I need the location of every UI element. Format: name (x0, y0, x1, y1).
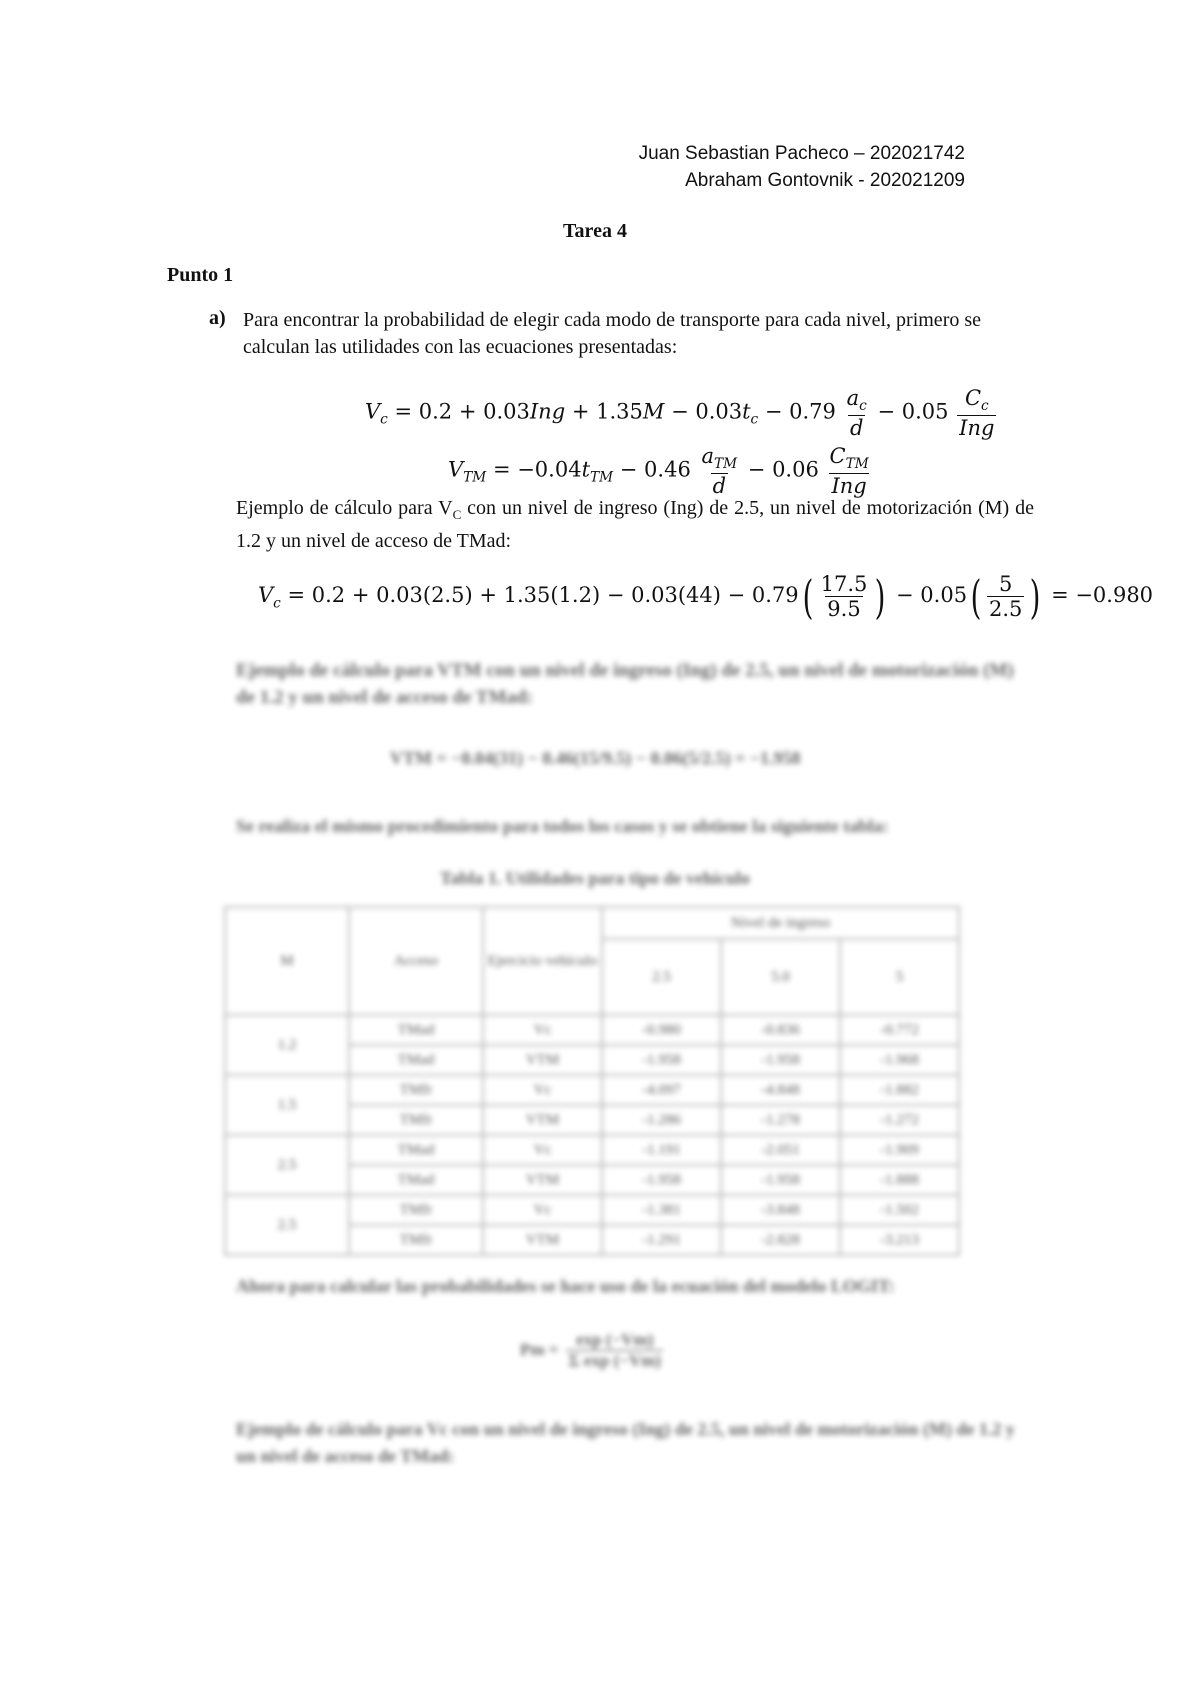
th-level-1: 2.5 (602, 939, 721, 1015)
blurred-paragraph-3: Ahora para calcular las probabilidades se hace uso de la ecuación del modelo LOGIT: (236, 1276, 895, 1296)
item-a-text: Para encontrar la probabilidad de elegir cada modo de transporte para cada nivel, primero se calculan las utilidades con las ecuaciones presentadas: (243, 309, 982, 358)
th-ejercicio: Ejercicio vehículo (483, 907, 602, 1015)
table-caption: Tabla 1. Utilidades para tipo de vehículo (440, 868, 750, 888)
table-row: TMad VTM -1.958 -1.958 -1.888 (225, 1165, 959, 1195)
eq-vc-lhs: V (365, 399, 381, 424)
th-level-2: 5.0 (721, 939, 840, 1015)
blurred-equation-1: VTM = −0.04(31) − 0.46(15/9.5) − 0.06(5/2.5) = −1.958 (390, 748, 801, 768)
eq-vtm-frac-cost: $\frac{C_{TM}}{\text{Ing}}$ (829, 444, 869, 498)
utilities-table (224, 906, 960, 1256)
blurred-paragraph-1: Ejemplo de cálculo para VTM con un nivel de ingreso (Ing) de 2.5, un nivel de motorización (M) de 1.2 y un nivel de acceso de TMad: (236, 660, 1014, 708)
th-level-3: 5 (840, 939, 959, 1015)
eq-vtm-frac-access: $\frac{a_{TM}}{d}$ (701, 444, 738, 498)
example-frac-1: $\frac{17.5}{9.5}$ (820, 572, 868, 622)
equation-vc: $V_c = 0.2 + 0.03Ing + 1.35M - 0.03t_c - 0.79$ $\frac{a_c}{d}$ − 0.05 $\frac{C_c}{\text{Ing}}$ (365, 386, 995, 440)
item-a-marker: a) (209, 307, 226, 329)
th-nivel: Nivel de ingreso (602, 907, 959, 939)
table-row: 2.5 TMfr Vc -1.381 -3.848 -1.502 (225, 1195, 959, 1225)
example-paragraph: Ejemplo de cálculo para $V_C$ con un nivel de ingreso (Ing) de 2.5, un nivel de motorización (M) de 1.2 y un nivel de acceso de TMad: (236, 497, 1034, 552)
author-header (639, 140, 965, 194)
th-m: M (225, 907, 349, 1015)
table-row: TMfr VTM -1.291 -2.828 -3.213 (225, 1225, 959, 1255)
eq-vc-frac-access: $\frac{a_c}{d}$ (846, 386, 867, 440)
equation-vtm: $V_{TM} = -0.04t_{TM} - 0.46$ $\frac{a_{TM}}{d}$ − 0.06 $\frac{C_{TM}}{\text{Ing}}$ (448, 444, 869, 498)
table-row: 1.5 TMfr Vc -4.097 -4.848 -1.882 (225, 1075, 959, 1105)
author-line-2: Abraham Gontovnik - 202021209 (685, 170, 965, 191)
table-row: TMad VTM -1.958 -1.958 -1.968 (225, 1045, 959, 1075)
blurred-paragraph-2: Se realiza el mismo procedimiento para todos los casos y se obtiene la siguiente tabla: (236, 816, 889, 836)
table-row: TMfr VTM -1.286 -1.278 -1.272 (225, 1105, 959, 1135)
blurred-paragraph-4: Ejemplo de cálculo para Vc con un nivel de ingreso (Ing) de 2.5, un nivel de motorización (M) de 1.2 y un nivel de acceso de TMad: (236, 1419, 1015, 1466)
page-title: Tarea 4 (563, 220, 627, 242)
example-frac-2: $\frac{5}{2.5}$ (989, 572, 1023, 622)
section-heading: Punto 1 (167, 264, 234, 286)
th-acceso: Acceso (349, 907, 483, 1015)
eq-vc-frac-cost: $\frac{C_c}{\text{Ing}}$ (959, 386, 995, 440)
logit-equation: Pm = $\frac{\exp (-Vm)}{\text{Σ exp (−Vm)}}$ (520, 1330, 662, 1370)
example-equation: $V_c = 0.2 + 0.03(2.5) + 1.35(1.2) - 0.03(44) - 0.79$( $\frac{17.5}{9.5}$ ) − 0.05( $\frac{5}{2.5}$ ) = −0.980 (258, 569, 1154, 624)
author-line-1: Juan Sebastian Pacheco – 202021742 (638, 143, 965, 164)
table-row: 1.2 TMad Vc -0.980 -0.836 -0.772 (225, 1015, 959, 1045)
table-row: 2.5 TMad Vc -1.191 -2.051 -1.909 (225, 1135, 959, 1165)
